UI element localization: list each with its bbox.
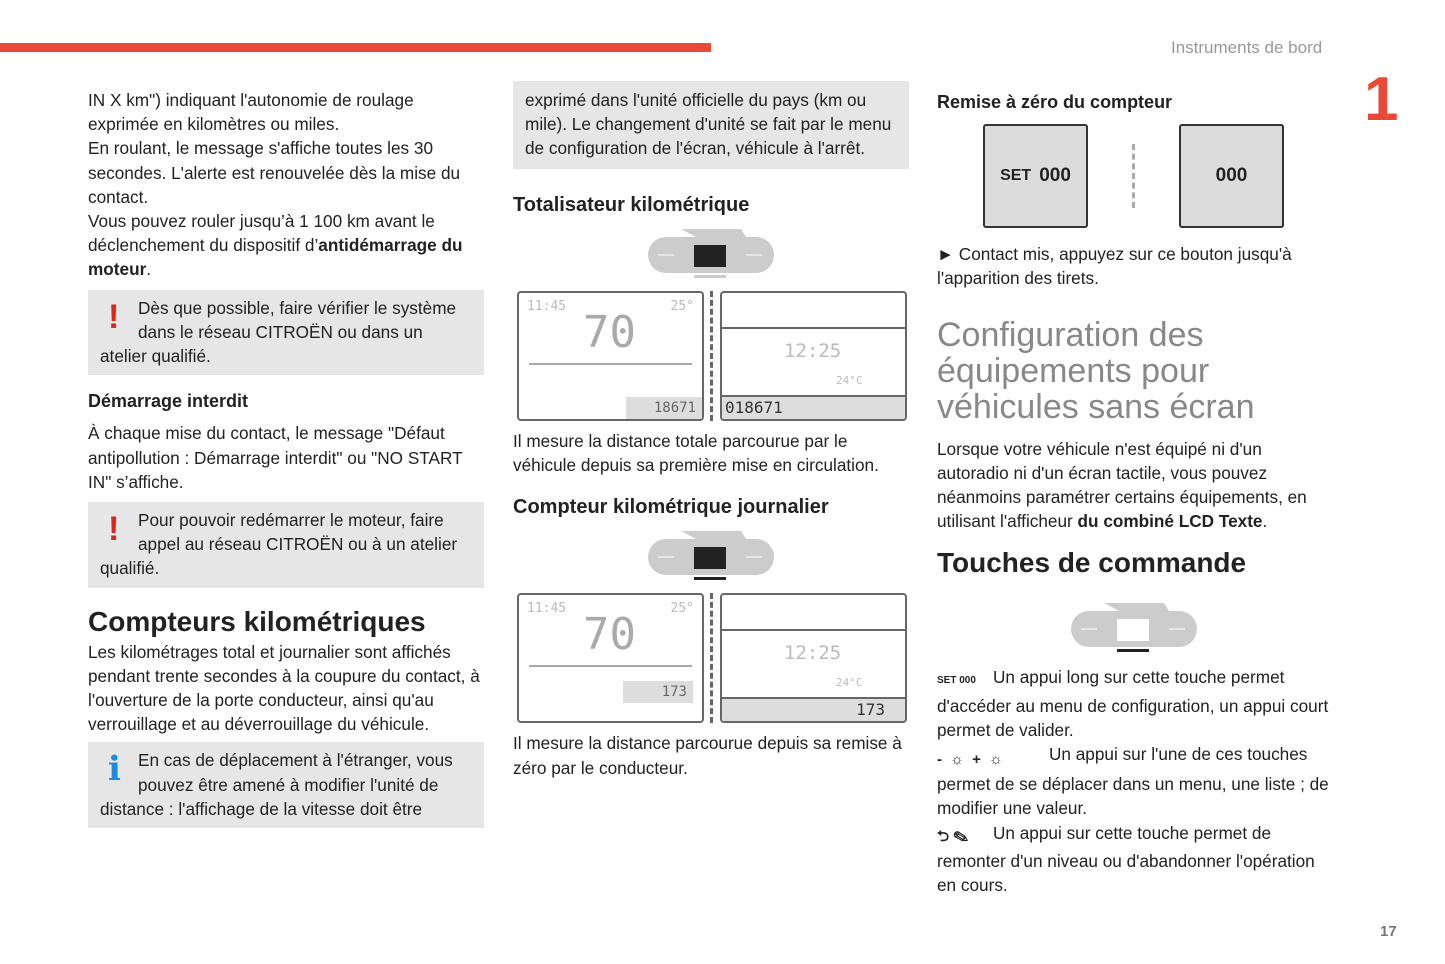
info-icon: i bbox=[108, 749, 121, 790]
clock-text: 11:45 bbox=[527, 298, 567, 314]
back-wrench-icons: ⮌ ✎ bbox=[937, 827, 969, 845]
heading-touches: Touches de commande bbox=[937, 547, 1247, 579]
trip-small: 173 bbox=[623, 681, 693, 703]
dashboard-illustration bbox=[646, 225, 776, 281]
paragraph: Les kilométrages total et journalier sont affichés pendant trente secondes à la coupure du contact, à l'ouverture de la porte conducteur, ainsi qu'au verrouillage et au déverrouillage du véhicule. bbox=[88, 641, 480, 735]
paragraph: Vous pouvez rouler jusqu’à 1 100 km avant le déclenchement du dispositif d’antidémarrage du moteur. bbox=[88, 211, 463, 280]
column-1 bbox=[88, 88, 484, 828]
trip-value: 173 bbox=[722, 697, 905, 721]
key-description: ⮌ ✎ Un appui sur cette touche permet de remonter d'un niveau ou d'abandonner l'opération en cours. bbox=[937, 822, 1315, 896]
warning-box: ! Dès que possible, faire vérifier le système dans le réseau CITROËN ou dans un atelier qualifié. bbox=[88, 290, 484, 376]
outside-temp-text: 24°C bbox=[836, 676, 863, 690]
info-panel bbox=[720, 593, 907, 723]
info-box: i En cas de déplacement à l'étranger, vous pouvez être amené à modifier l'unité de distance : l'affichage de la vitesse doit être bbox=[88, 742, 484, 828]
paragraph: Il mesure la distance parcourue depuis sa remise à zéro par le conducteur. bbox=[513, 733, 902, 778]
set-000-button[interactable]: SET 000 bbox=[983, 124, 1088, 228]
paragraph: Il mesure la distance totale parcourue par le véhicule depuis sa première mise en circulation. bbox=[513, 430, 879, 476]
minus-plus-brightness-icons: - ☼ + ☼ bbox=[937, 751, 1005, 769]
heading-demarrage: Démarrage interdit bbox=[88, 391, 249, 412]
temperature-text: 25° bbox=[670, 298, 694, 314]
header-accent-bar bbox=[0, 43, 711, 52]
warning-box: ! Pour pouvoir redémarrer le moteur, faire appel au réseau CITROËN ou à un atelier qualifié. bbox=[88, 502, 484, 588]
paragraph: Lorsque votre véhicule n'est équipé ni d'un autoradio ni d'un écran tactile, vous pouvez néanmoins paramétrer certains équipements, en utilisant l'afficheur du combiné LCD Texte. bbox=[937, 438, 1307, 532]
heading-compteurs: Compteurs kilométriques bbox=[88, 605, 426, 637]
speed-text: 70 bbox=[583, 306, 636, 358]
key-description: - ☼ + ☼ Un appui sur l'une de ces touches permet de se déplacer dans un menu, une liste ; de modifier une valeur. bbox=[937, 744, 1329, 819]
odometer-small: 18671 bbox=[626, 397, 702, 419]
temperature-text: 25° bbox=[670, 601, 694, 617]
clock-text: 11:45 bbox=[527, 601, 567, 617]
time-text: 12:25 bbox=[784, 339, 842, 362]
dashboard-illustration bbox=[646, 527, 776, 583]
paragraph: En roulant, le message s'affiche toutes les 30 secondes. L'alerte est renouvelée dès la mise du contact. bbox=[88, 138, 461, 207]
chapter-number: 1 bbox=[1364, 65, 1399, 134]
paragraph: À chaque mise du contact, le message "Défaut antipollution : Démarrage interdit" ou "NO START IN" s’affiche. bbox=[88, 423, 463, 492]
odometer-display bbox=[517, 291, 909, 421]
speed-text: 70 bbox=[583, 609, 636, 661]
set-key-icon: SET 000 bbox=[937, 675, 976, 687]
heading-journalier: Compteur kilométrique journalier bbox=[513, 496, 829, 519]
time-text: 12:25 bbox=[784, 642, 842, 665]
info-panel bbox=[720, 291, 907, 421]
section-title: Instruments de bord bbox=[1171, 38, 1323, 57]
dashboard-illustration bbox=[1069, 599, 1199, 655]
heading-remise-zero: Remise à zéro du compteur bbox=[937, 92, 1173, 112]
key-description: SET 000 Un appui long sur cette touche permet d'accéder au menu de configuration, un appui court permet de valider. bbox=[937, 667, 1329, 740]
paragraph: ► Contact mis, appuyez sur ce bouton jusqu'à l'apparition des tirets. bbox=[937, 244, 1292, 289]
reset-keys bbox=[983, 124, 1333, 228]
outside-temp-text: 24°C bbox=[836, 373, 863, 387]
odometer-value: 018671 bbox=[722, 395, 905, 419]
column-2 bbox=[513, 81, 909, 780]
info-box-continued: exprimé dans l'unité officielle du pays (km ou mile). Le changement d'unité se fait par le menu de configuration de l'écran, véhicule à l'arrêt. bbox=[513, 81, 909, 169]
page-number: 17 bbox=[1380, 923, 1397, 940]
warning-icon: ! bbox=[108, 297, 120, 336]
column-3 bbox=[937, 88, 1333, 897]
trip-display bbox=[517, 593, 909, 723]
heading-totalisateur: Totalisateur kilométrique bbox=[513, 193, 750, 216]
speed-panel bbox=[517, 593, 704, 723]
heading-configuration: Configuration des équipements pour véhicules sans écran bbox=[937, 315, 1255, 426]
speed-panel bbox=[517, 291, 704, 421]
warning-icon: ! bbox=[108, 510, 120, 549]
paragraph: IN X km") indiquant l'autonomie de roulage exprimée en kilomètres ou miles. bbox=[88, 90, 414, 135]
000-button[interactable]: 000 bbox=[1179, 124, 1284, 228]
